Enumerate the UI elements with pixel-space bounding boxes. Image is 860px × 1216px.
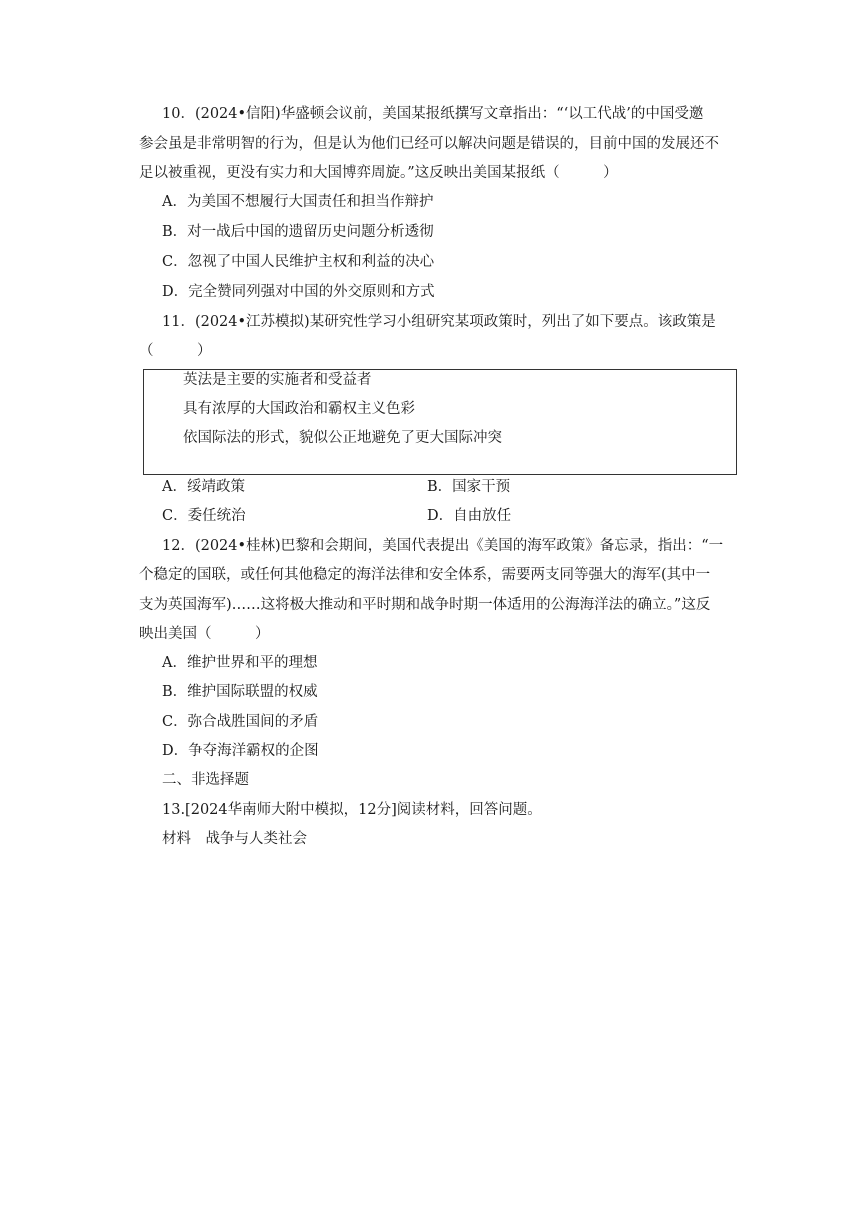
q10-stem-line-2: 参会虽是非常明智的行为，但是认为他们已经可以解决问题是错误的，目前中国的发展还不 [139, 136, 719, 152]
q11-stem-line-1: 11．(2024•江苏模拟)某研究性学习小组研究某项政策时，列出了如下要点。该政策是 [162, 314, 716, 330]
q10-option-a: A．为美国不想履行大国责任和担当作辩护 [162, 194, 434, 210]
q10-stem-line-1: 10．(2024•信阳)华盛顿会议前，美国某报纸撰写文章指出：“‘以工代战’的中国受邀 [162, 106, 704, 122]
q11-option-d: D．自由放任 [427, 508, 512, 524]
q12-stem-line-4: 映出美国（ ） [139, 626, 270, 642]
section-heading: 二、非选择题 [162, 772, 249, 788]
q12-stem-line-1: 12．(2024•桂林)巴黎和会期间，美国代表提出《美国的海军政策》备忘录，指出：“一 [162, 538, 724, 554]
q12-option-d: D．争夺海洋霸权的企图 [162, 743, 319, 759]
q12-option-a: A．维护世界和平的理想 [162, 655, 318, 671]
q10-stem-line-3: 足以被重视，更没有实力和大国博弈周旋。”这反映出美国某报纸（ ） [139, 165, 618, 181]
q12-option-b: B．维护国际联盟的权威 [162, 684, 318, 700]
q11-option-c: C．委任统治 [162, 508, 246, 524]
q12-option-c: C．弥合战胜国间的矛盾 [162, 714, 319, 730]
q10-option-d: D．完全赞同列强对中国的外交原则和方式 [162, 284, 435, 300]
q11-stem-line-2: （ ） [139, 343, 212, 359]
q10-option-c: C．忽视了中国人民维护主权和利益的决心 [162, 254, 435, 270]
q10-option-b: B．对一战后中国的遗留历史问题分析透彻 [162, 224, 434, 240]
q11-key-point-1: 英法是主要的实施者和受益者 [183, 372, 372, 388]
q12-stem-line-3: 支为英国海军)……这将极大推动和平时期和战争时期一体适用的公海海洋法的确立。”这反 [139, 597, 711, 613]
q11-option-a: A．绥靖政策 [162, 479, 245, 495]
q13-stem: 13.[2024华南师大附中模拟，12分]阅读材料，回答问题。 [162, 802, 542, 818]
q11-key-point-3: 依国际法的形式，貌似公正地避免了更大国际冲突 [183, 430, 502, 446]
q11-option-b: B．国家干预 [427, 479, 511, 495]
q13-material-title: 材料 战争与人类社会 [162, 831, 307, 847]
q12-stem-line-2: 个稳定的国联，或任何其他稳定的海洋法律和安全体系，需要两支同等强大的海军(其中一 [139, 567, 711, 583]
q11-key-point-2: 具有浓厚的大国政治和霸权主义色彩 [183, 401, 415, 417]
